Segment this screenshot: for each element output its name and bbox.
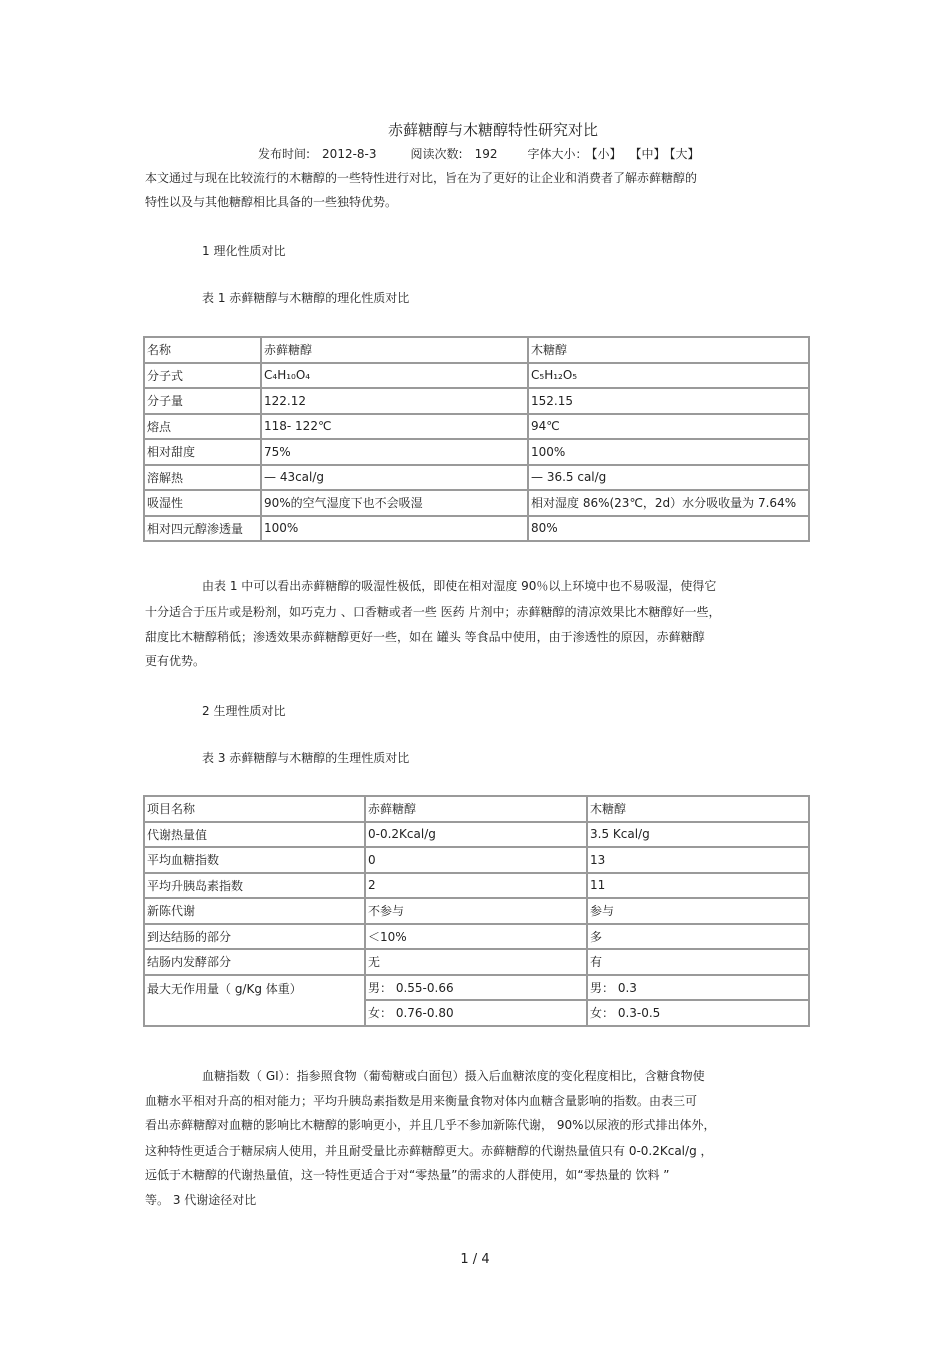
- table-cell: 100%: [528, 439, 809, 465]
- table-cell: 0-0.2Kcal/g: [365, 822, 587, 848]
- section1-paragraph-line-4: 更有优势。: [145, 654, 206, 668]
- table-cell: 11: [587, 873, 809, 899]
- table-cell: ＜10%: [365, 924, 587, 950]
- section1-paragraph-line-1: 由表 1 中可以看出赤藓糖醇的吸湿性极低，即使在相对湿度 90％以上环境中也不易吸湿，使得它: [202, 579, 717, 593]
- table-row: [144, 847, 809, 873]
- table-row: [144, 924, 809, 950]
- table-cell: 赤藓糖醇: [365, 796, 587, 822]
- meta-bar: [258, 145, 700, 162]
- table-cell: 新陈代谢: [144, 898, 365, 924]
- section2-paragraph-line-3: 看出赤藓糖醇对血糖的影响比木糖醇的影响更小，并且几乎不参加新陈代谢， 90%以尿液的形式排出体外，: [145, 1118, 716, 1132]
- table-cell: 结肠内发酵部分: [144, 949, 365, 975]
- table-cell: 代谢热量值: [144, 822, 365, 848]
- table-cell: — 36.5 cal/g: [528, 465, 809, 491]
- table-cell: 分子式: [144, 363, 261, 389]
- table-cell: 无: [365, 949, 587, 975]
- table-cell: 木糖醇: [528, 337, 809, 363]
- table-cell: 不参与: [365, 898, 587, 924]
- table-cell: — 43cal/g: [261, 465, 528, 491]
- views-label: 阅读次数:: [410, 147, 463, 161]
- table-cell: 13: [587, 847, 809, 873]
- table-cell: 溶解热: [144, 465, 261, 491]
- table1-caption: 表 1 赤藓糖醇与木糖醇的理化性质对比: [202, 291, 410, 305]
- table-cell: 118- 122℃: [261, 414, 528, 440]
- table-row: [144, 822, 809, 848]
- table-cell: 女： 0.3-0.5: [587, 1000, 809, 1026]
- table-cell: 多: [587, 924, 809, 950]
- table-cell: 75%: [261, 439, 528, 465]
- section2-paragraph-line-1: 血糖指数（ GI）：指参照食物（葡萄糖或白面包）摄入后血糖浓度的变化程度相比，含糖食物使: [202, 1069, 705, 1083]
- table-row: [144, 949, 809, 975]
- table-cell: 有: [587, 949, 809, 975]
- intro-line-1: 本文通过与现在比较流行的木糖醇的一些特性进行对比，旨在为了更好的让企业和消费者了解赤藓糖醇的: [145, 171, 698, 185]
- table-row: [144, 898, 809, 924]
- section1-paragraph-line-3: 甜度比木糖醇稍低；渗透效果赤藓糖醇更好一些，如在 罐头 等食品中使用，由于渗透性的原因，赤藓糖醇: [145, 630, 705, 644]
- table-cell: 项目名称: [144, 796, 365, 822]
- section2-heading: 2 生理性质对比: [202, 704, 286, 718]
- table-physicochemical: [143, 336, 810, 542]
- table-cell: 男： 0.3: [587, 975, 809, 1001]
- section1-heading: 1 理化性质对比: [202, 244, 286, 258]
- section2-paragraph-line-5: 远低于木糖醇的代谢热量值，这一特性更适合于对“零热量”的需求的人群使用，如“零热量的 饮料 ”: [145, 1168, 670, 1182]
- table-cell: 平均升胰岛素指数: [144, 873, 365, 899]
- font-size-medium-link[interactable]: 【中】: [635, 147, 666, 161]
- table-cell: 相对甜度: [144, 439, 261, 465]
- table-row: [144, 465, 809, 491]
- table-cell: 木糖醇: [587, 796, 809, 822]
- section2-paragraph-line-2: 血糖水平相对升高的相对能力；平均升胰岛素指数是用来衡量食物对体内血糖含量影响的指数。由表三可: [145, 1094, 698, 1108]
- table-row: [144, 975, 809, 1001]
- table-cell: 94℃: [528, 414, 809, 440]
- table2-caption: 表 3 赤藓糖醇与木糖醇的生理性质对比: [202, 751, 410, 765]
- table-cell: 平均血糖指数: [144, 847, 365, 873]
- font-size-label: 字体大小：: [527, 147, 588, 161]
- table-cell: 152.15: [528, 388, 809, 414]
- section1-paragraph-line-2: 十分适合于压片或是粉剂，如巧克力 、口香糖或者一些 医药 片剂中；赤藓糖醇的清凉效果比木糖醇好一些，: [145, 605, 721, 619]
- table-cell: 100%: [261, 516, 528, 542]
- table-cell: 3.5 Kcal/g: [587, 822, 809, 848]
- section2-paragraph-line-4: 这种特性更适合于糖尿病人使用，并且耐受量比赤藓糖醇更大。赤藓糖醇的代谢热量值只有 0-0.2Kcal/g ，: [145, 1144, 713, 1158]
- table-cell: 80%: [528, 516, 809, 542]
- table-cell: C₄H₁₀O₄: [261, 363, 528, 389]
- publish-label: 发布时间:: [258, 147, 311, 161]
- table-row: [144, 516, 809, 542]
- table-cell: 女： 0.76-0.80: [365, 1000, 587, 1026]
- table-cell: 2: [365, 873, 587, 899]
- table-cell: 相对四元醇渗透量: [144, 516, 261, 542]
- table-row: [144, 388, 809, 414]
- views-count: 192: [474, 147, 498, 161]
- table-row: [144, 363, 809, 389]
- table-cell: 吸湿性: [144, 490, 261, 516]
- page-number: 1 / 4: [460, 1252, 490, 1267]
- table-cell: 最大无作用量（ g/Kg 体重）: [144, 975, 365, 1026]
- intro-line-2: 特性以及与其他糖醇相比具备的一些独特优势。: [145, 195, 398, 209]
- table-row: [144, 873, 809, 899]
- table-cell: 名称: [144, 337, 261, 363]
- font-size-large-link[interactable]: 【大】: [669, 147, 700, 161]
- table-cell: 参与: [587, 898, 809, 924]
- publish-date: 2012-8-3: [322, 147, 377, 161]
- table-cell: 男： 0.55-0.66: [365, 975, 587, 1001]
- table-row: [144, 439, 809, 465]
- table-row: [144, 337, 809, 363]
- table-cell: C₅H₁₂O₅: [528, 363, 809, 389]
- table-row: [144, 796, 809, 822]
- table-cell: 到达结肠的部分: [144, 924, 365, 950]
- table-cell: 122.12: [261, 388, 528, 414]
- table-row: [144, 414, 809, 440]
- page-title: 赤藓糖醇与木糖醇特性研究对比: [387, 121, 598, 139]
- table-cell: 相对湿度 86%(23℃，2d）水分吸收量为 7.64%: [528, 490, 809, 516]
- table-row: [144, 490, 809, 516]
- table-cell: 熔点: [144, 414, 261, 440]
- table-cell: 0: [365, 847, 587, 873]
- table-cell: 分子量: [144, 388, 261, 414]
- table-cell: 赤藓糖醇: [261, 337, 528, 363]
- table-cell: 90%的空气湿度下也不会吸湿: [261, 490, 528, 516]
- table-physiological: [143, 795, 810, 1027]
- section2-paragraph-line-6: 等。 3 代谢途径对比: [145, 1193, 257, 1207]
- font-size-small-link[interactable]: 【小】: [591, 147, 622, 161]
